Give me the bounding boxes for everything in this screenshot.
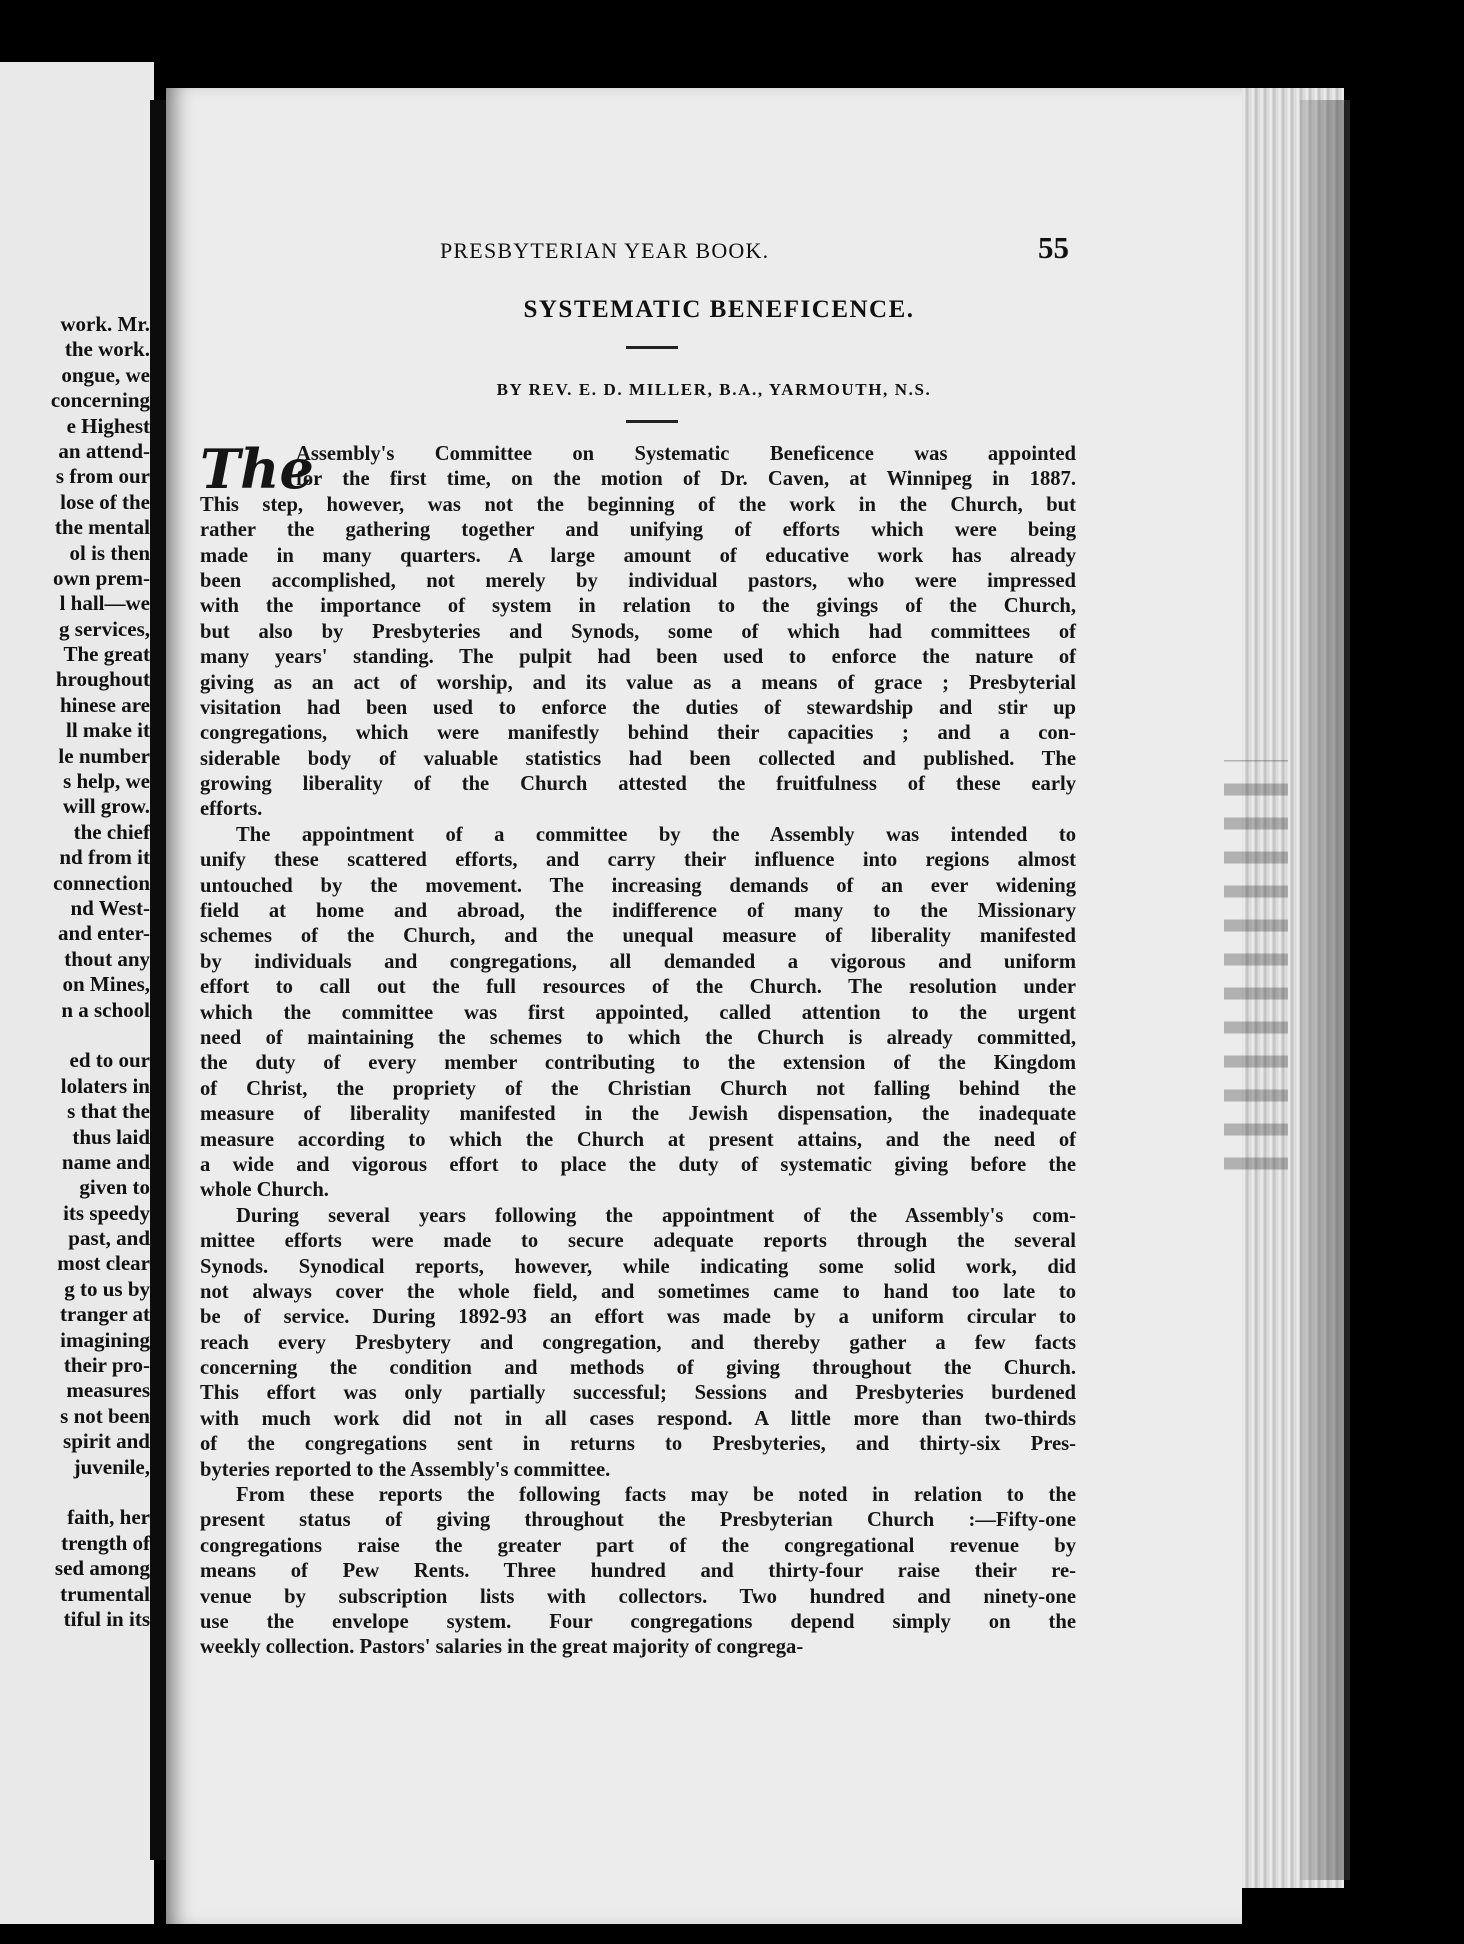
text-line: giving as an act of worship, and its value as a means of grace ; Presbyterial bbox=[200, 671, 1076, 694]
left-page-line: the mental bbox=[54, 515, 150, 540]
text-line: From these reports the following facts may be noted in relation to the bbox=[236, 1484, 1076, 1507]
left-page-line: connection bbox=[53, 870, 150, 895]
text-line: many years' standing. The pulpit had been used to enforce the nature of bbox=[200, 646, 1076, 669]
left-page-line: g to us by bbox=[64, 1276, 150, 1301]
text-line: of the congregations sent in returns to Presbyteries, and thirty-six Pres- bbox=[200, 1433, 1076, 1456]
left-page-line: ed to our bbox=[69, 1048, 150, 1073]
byline-rule bbox=[626, 420, 678, 423]
left-page-line: tiful in its bbox=[63, 1606, 150, 1631]
left-page-line bbox=[0, 1023, 150, 1048]
text-line: but also by Presbyteries and Synods, some of which had committees of bbox=[200, 620, 1076, 643]
text-line: rather the gathering together and unifying of efforts which were being bbox=[200, 519, 1076, 542]
text-line: effort to call out the full resources of the Church. The resolution under bbox=[200, 976, 1076, 999]
text-line: not always cover the whole field, and sometimes came to hand too late to bbox=[200, 1280, 1076, 1303]
left-page-line: l hall—we bbox=[59, 591, 150, 616]
left-page-line: tranger at bbox=[60, 1302, 150, 1327]
left-page-line: will grow. bbox=[62, 794, 150, 819]
text-line: with much work did not in all cases respond. A little more than two-thirds bbox=[200, 1407, 1076, 1430]
text-line: measure according to which the Church at present attains, and the need of bbox=[200, 1128, 1076, 1151]
text-line: weekly collection. Pastors' salaries in the great majority of congrega- bbox=[200, 1636, 804, 1659]
left-page-line: most clear bbox=[57, 1251, 150, 1276]
running-head: PRESBYTERIAN YEAR BOOK. bbox=[440, 238, 770, 263]
text-line: This step, however, was not the beginning of the work in the Church, but bbox=[200, 493, 1076, 516]
left-page-text bbox=[0, 312, 150, 1632]
text-line: siderable body of valuable statistics had been collected and published. The bbox=[200, 747, 1076, 770]
text-line: be of service. During 1892-93 an effort was made by a uniform circular to bbox=[200, 1306, 1076, 1329]
article-paragraph bbox=[200, 1483, 1076, 1661]
page-edges-shadow bbox=[1300, 100, 1350, 1880]
text-line: unify these scattered efforts, and carry their influence into regions almost bbox=[200, 849, 1076, 872]
text-line: efforts. bbox=[200, 798, 263, 821]
left-page-line: ol is then bbox=[69, 540, 150, 565]
text-line: field at home and abroad, the indifference of many to the Missionary bbox=[200, 900, 1076, 923]
text-line: untouched by the movement. The increasing demands of an ever widening bbox=[200, 874, 1076, 897]
left-page-line: trength of bbox=[61, 1530, 150, 1555]
left-page-line: imagining bbox=[60, 1327, 150, 1352]
left-page-line: faith, her bbox=[67, 1505, 150, 1530]
text-line: Assembly's Committee on Systematic Beneficence was appointed bbox=[296, 443, 1076, 465]
text-line: schemes of the Church, and the unequal measure of liberality manifested bbox=[200, 925, 1076, 948]
left-page-line: hinese are bbox=[59, 692, 150, 717]
left-page-line: ongue, we bbox=[61, 362, 150, 387]
article-body bbox=[200, 437, 1076, 1661]
left-page-line: concerning bbox=[50, 388, 150, 413]
left-page-line: an attend- bbox=[58, 438, 150, 463]
text-line: whole Church. bbox=[200, 1179, 329, 1202]
text-line: concerning the condition and methods of giving throughout the Church. bbox=[200, 1357, 1076, 1380]
text-line: This effort was only partially successful; Sessions and Presbyteries burdened bbox=[200, 1382, 1076, 1405]
left-page-line: le number bbox=[58, 743, 150, 768]
text-line: a wide and vigorous effort to place the duty of systematic giving before the bbox=[200, 1153, 1076, 1176]
library-stamp bbox=[1224, 760, 1288, 1180]
text-line: The appointment of a committee by the Assembly was intended to bbox=[236, 823, 1076, 846]
left-page-line: their pro- bbox=[63, 1353, 150, 1378]
text-line: congregations raise the greater part of the congregational revenue by bbox=[200, 1534, 1076, 1557]
left-page-line: spirit and bbox=[63, 1429, 150, 1454]
page-header bbox=[166, 230, 1242, 274]
left-page-line: hroughout bbox=[55, 667, 150, 692]
left-page-line: nd West- bbox=[70, 895, 150, 920]
text-line: congregations, which were manifestly behind their capacities ; and a con- bbox=[200, 722, 1076, 745]
left-page-line bbox=[0, 1480, 150, 1505]
left-page-line: work. Mr. bbox=[60, 312, 150, 336]
left-page-line: the work. bbox=[64, 337, 150, 362]
left-page-line: s help, we bbox=[63, 769, 150, 794]
left-page-line: ll make it bbox=[66, 718, 150, 743]
left-page-line: thus laid bbox=[72, 1124, 150, 1149]
text-line: mittee efforts were made to secure adequate reports through the several bbox=[200, 1230, 1076, 1253]
text-line: measure of liberality manifested in the Jewish dispensation, the inadequate bbox=[200, 1103, 1076, 1126]
left-page-line: given to bbox=[79, 1175, 150, 1200]
left-page-line: measures bbox=[66, 1378, 150, 1403]
main-page bbox=[166, 88, 1242, 1924]
left-facing-page bbox=[0, 62, 154, 1924]
article-byline: BY REV. E. D. MILLER, B.A., YARMOUTH, N.S. bbox=[496, 380, 932, 399]
article-paragraph bbox=[200, 823, 1076, 1204]
title-rule bbox=[626, 346, 678, 349]
text-line: made in many quarters. A large amount of educative work has already bbox=[200, 544, 1076, 567]
left-page-line: e Highest bbox=[66, 413, 150, 438]
text-line: for the first time, on the motion of Dr. Caven, at Winnipeg in 1887. bbox=[296, 468, 1076, 491]
left-page-line: lolaters in bbox=[60, 1073, 150, 1098]
left-page-line: nd from it bbox=[59, 845, 150, 870]
left-page-line: sed among bbox=[54, 1556, 150, 1581]
text-line: with the importance of system in relation to the givings of the Church, bbox=[200, 595, 1076, 618]
text-line: need of maintaining the schemes to which the Church is already committed, bbox=[200, 1026, 1076, 1049]
left-page-line: own prem- bbox=[52, 565, 150, 590]
text-line: use the envelope system. Four congregations depend simply on the bbox=[200, 1610, 1076, 1633]
text-line: means of Pew Rents. Three hundred and thirty-four raise their re- bbox=[200, 1560, 1076, 1583]
article-paragraph bbox=[200, 1204, 1076, 1483]
left-page-line: lose of the bbox=[60, 489, 150, 514]
left-page-line: the chief bbox=[73, 819, 150, 844]
text-line: During several years following the appointment of the Assembly's com- bbox=[236, 1204, 1076, 1227]
text-line: which the committee was first appointed, called attention to the urgent bbox=[200, 1001, 1076, 1024]
text-line: the duty of every member contributing to the extension of the Kingdom bbox=[200, 1052, 1076, 1075]
left-page-line: trumental bbox=[60, 1581, 150, 1606]
left-page-line: The great bbox=[63, 642, 150, 667]
left-page-line: n a school bbox=[61, 997, 150, 1022]
left-page-line: juvenile, bbox=[73, 1454, 150, 1479]
article-title: SYSTEMATIC BENEFICENCE. bbox=[523, 296, 915, 323]
left-page-line: g services, bbox=[59, 616, 150, 641]
left-page-line: and enter- bbox=[58, 921, 150, 946]
drop-cap: The bbox=[200, 437, 314, 501]
text-line: present status of giving throughout the Presbyterian Church :—Fifty-one bbox=[200, 1509, 1076, 1532]
text-line: of Christ, the propriety of the Christian Church not falling behind the bbox=[200, 1077, 1076, 1100]
text-line: reach every Presbytery and congregation, and thereby gather a few facts bbox=[200, 1331, 1076, 1354]
left-page-line: s not been bbox=[60, 1403, 150, 1428]
text-line: been accomplished, not merely by individual pastors, who were impressed bbox=[200, 569, 1076, 592]
left-page-line: past, and bbox=[68, 1226, 150, 1251]
article-paragraph bbox=[200, 437, 1076, 823]
left-page-line: on Mines, bbox=[62, 972, 150, 997]
text-line: Synods. Synodical reports, however, while indicating some solid work, did bbox=[200, 1255, 1076, 1278]
left-page-line: its speedy bbox=[63, 1200, 150, 1225]
text-line: visitation had been used to enforce the duties of stewardship and stir up bbox=[200, 696, 1076, 719]
left-page-line: name and bbox=[61, 1149, 150, 1174]
text-line: growing liberality of the Church attested the fruitfulness of these early bbox=[200, 773, 1076, 796]
page-number: 55 bbox=[1038, 230, 1069, 265]
left-page-line: s that the bbox=[67, 1099, 150, 1124]
left-page-line: thout any bbox=[64, 946, 150, 971]
text-line: venue by subscription lists with collectors. Two hundred and ninety-one bbox=[200, 1585, 1076, 1608]
left-page-line: s from our bbox=[55, 464, 150, 489]
text-line: byteries reported to the Assembly's committee. bbox=[200, 1458, 611, 1481]
text-line: by individuals and congregations, all demanded a vigorous and uniform bbox=[200, 950, 1076, 973]
